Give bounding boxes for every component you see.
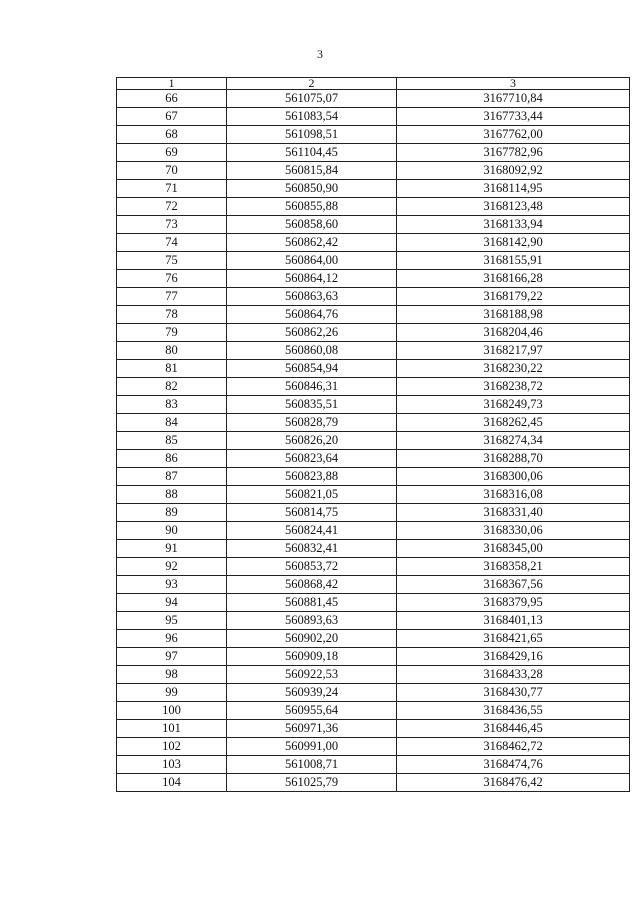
point-number-cell: 67 [117, 108, 227, 126]
table-row [117, 450, 630, 468]
point-number-cell: 76 [117, 270, 227, 288]
point-number-cell: 100 [117, 702, 227, 720]
table-row [117, 486, 630, 504]
table-row [117, 378, 630, 396]
x-coordinate-cell: 560939,24 [227, 684, 397, 702]
point-number-cell: 94 [117, 594, 227, 612]
x-coordinate-cell: 560824,41 [227, 522, 397, 540]
point-number-cell: 85 [117, 432, 227, 450]
point-number-cell: 66 [117, 90, 227, 108]
point-number-cell: 90 [117, 522, 227, 540]
point-number-cell: 92 [117, 558, 227, 576]
y-coordinate-cell: 3168230,22 [397, 360, 630, 378]
y-coordinate-cell: 3168358,21 [397, 558, 630, 576]
point-number-cell: 96 [117, 630, 227, 648]
table-row [117, 324, 630, 342]
point-number-cell: 84 [117, 414, 227, 432]
point-number-cell: 88 [117, 486, 227, 504]
point-number-cell: 98 [117, 666, 227, 684]
point-number-cell: 87 [117, 468, 227, 486]
y-coordinate-cell: 3168249,73 [397, 396, 630, 414]
x-coordinate-cell: 560814,75 [227, 504, 397, 522]
x-coordinate-cell: 560835,51 [227, 396, 397, 414]
y-coordinate-cell: 3168433,28 [397, 666, 630, 684]
point-number-cell: 95 [117, 612, 227, 630]
point-number-cell: 91 [117, 540, 227, 558]
x-coordinate-cell: 560850,90 [227, 180, 397, 198]
point-number-cell: 74 [117, 234, 227, 252]
point-number-cell: 102 [117, 738, 227, 756]
y-coordinate-cell: 3168188,98 [397, 306, 630, 324]
x-coordinate-cell: 560858,60 [227, 216, 397, 234]
y-coordinate-cell: 3168274,34 [397, 432, 630, 450]
table-row [117, 126, 630, 144]
y-coordinate-cell: 3168476,42 [397, 774, 630, 792]
y-coordinate-cell: 3168300,06 [397, 468, 630, 486]
y-coordinate-cell: 3168430,77 [397, 684, 630, 702]
table-row [117, 108, 630, 126]
y-coordinate-cell: 3168474,76 [397, 756, 630, 774]
y-coordinate-cell: 3168429,16 [397, 648, 630, 666]
table-header [117, 78, 630, 90]
point-number-cell: 73 [117, 216, 227, 234]
x-coordinate-cell: 560823,64 [227, 450, 397, 468]
table-row [117, 612, 630, 630]
y-coordinate-cell: 3168446,45 [397, 720, 630, 738]
y-coordinate-cell: 3167710,84 [397, 90, 630, 108]
x-coordinate-cell: 560955,64 [227, 702, 397, 720]
point-number-cell: 86 [117, 450, 227, 468]
x-coordinate-cell: 560853,72 [227, 558, 397, 576]
x-coordinate-cell: 560868,42 [227, 576, 397, 594]
x-coordinate-cell: 560821,05 [227, 486, 397, 504]
point-number-cell: 83 [117, 396, 227, 414]
y-coordinate-cell: 3168204,46 [397, 324, 630, 342]
table-row [117, 144, 630, 162]
table-row [117, 90, 630, 108]
y-coordinate-cell: 3168262,45 [397, 414, 630, 432]
table-row [117, 756, 630, 774]
table-body [117, 90, 630, 792]
table-row [117, 648, 630, 666]
y-coordinate-cell: 3168462,72 [397, 738, 630, 756]
x-coordinate-cell: 560862,42 [227, 234, 397, 252]
y-coordinate-cell: 3168092,92 [397, 162, 630, 180]
y-coordinate-cell: 3168142,90 [397, 234, 630, 252]
table-row [117, 432, 630, 450]
table-row [117, 576, 630, 594]
x-coordinate-cell: 560854,94 [227, 360, 397, 378]
x-coordinate-cell: 560902,20 [227, 630, 397, 648]
table-row [117, 468, 630, 486]
x-coordinate-cell: 560860,08 [227, 342, 397, 360]
y-coordinate-cell: 3168179,22 [397, 288, 630, 306]
x-coordinate-cell: 560971,36 [227, 720, 397, 738]
table-row [117, 558, 630, 576]
y-coordinate-cell: 3168288,70 [397, 450, 630, 468]
y-coordinate-cell: 3168367,56 [397, 576, 630, 594]
point-number-cell: 72 [117, 198, 227, 216]
table-row [117, 684, 630, 702]
table-row [117, 522, 630, 540]
table-row [117, 630, 630, 648]
point-number-cell: 70 [117, 162, 227, 180]
table-row [117, 216, 630, 234]
point-number-cell: 101 [117, 720, 227, 738]
x-coordinate-cell: 561075,07 [227, 90, 397, 108]
point-number-cell: 75 [117, 252, 227, 270]
table-row [117, 594, 630, 612]
table-row [117, 720, 630, 738]
point-number-cell: 82 [117, 378, 227, 396]
header-row [117, 78, 630, 90]
x-coordinate-cell: 560823,88 [227, 468, 397, 486]
point-number-cell: 77 [117, 288, 227, 306]
y-coordinate-cell: 3168316,08 [397, 486, 630, 504]
point-number-cell: 93 [117, 576, 227, 594]
y-coordinate-cell: 3168155,91 [397, 252, 630, 270]
x-coordinate-cell: 560815,84 [227, 162, 397, 180]
point-number-cell: 103 [117, 756, 227, 774]
y-coordinate-cell: 3168166,28 [397, 270, 630, 288]
table-row [117, 774, 630, 792]
table-row [117, 198, 630, 216]
y-coordinate-cell: 3168123,48 [397, 198, 630, 216]
y-coordinate-cell: 3168330,06 [397, 522, 630, 540]
table-row [117, 540, 630, 558]
y-coordinate-cell: 3168379,95 [397, 594, 630, 612]
y-coordinate-cell: 3167762,00 [397, 126, 630, 144]
x-coordinate-cell: 560862,26 [227, 324, 397, 342]
x-coordinate-cell: 561083,54 [227, 108, 397, 126]
x-coordinate-cell: 560826,20 [227, 432, 397, 450]
point-number-cell: 97 [117, 648, 227, 666]
table-row [117, 666, 630, 684]
table-row [117, 396, 630, 414]
x-coordinate-cell: 560922,53 [227, 666, 397, 684]
page-number: 3 [317, 47, 323, 61]
column-header-x: 2 [227, 78, 397, 90]
point-number-cell: 68 [117, 126, 227, 144]
table-row [117, 738, 630, 756]
x-coordinate-cell: 561104,45 [227, 144, 397, 162]
coordinates-table [116, 77, 630, 792]
x-coordinate-cell: 560863,63 [227, 288, 397, 306]
x-coordinate-cell: 560864,76 [227, 306, 397, 324]
x-coordinate-cell: 560846,31 [227, 378, 397, 396]
column-header-point-number: 1 [117, 78, 227, 90]
table-row [117, 270, 630, 288]
x-coordinate-cell: 560864,12 [227, 270, 397, 288]
table-row [117, 180, 630, 198]
y-coordinate-cell: 3168331,40 [397, 504, 630, 522]
point-number-cell: 89 [117, 504, 227, 522]
table-row [117, 414, 630, 432]
y-coordinate-cell: 3168114,95 [397, 180, 630, 198]
x-coordinate-cell: 560893,63 [227, 612, 397, 630]
x-coordinate-cell: 560991,00 [227, 738, 397, 756]
point-number-cell: 80 [117, 342, 227, 360]
table-row [117, 306, 630, 324]
x-coordinate-cell: 561025,79 [227, 774, 397, 792]
point-number-cell: 79 [117, 324, 227, 342]
point-number-cell: 69 [117, 144, 227, 162]
y-coordinate-cell: 3168421,65 [397, 630, 630, 648]
table-row [117, 342, 630, 360]
y-coordinate-cell: 3168217,97 [397, 342, 630, 360]
x-coordinate-cell: 561008,71 [227, 756, 397, 774]
x-coordinate-cell: 560855,88 [227, 198, 397, 216]
table-row [117, 234, 630, 252]
y-coordinate-cell: 3167782,96 [397, 144, 630, 162]
x-coordinate-cell: 560881,45 [227, 594, 397, 612]
point-number-cell: 99 [117, 684, 227, 702]
table-row [117, 504, 630, 522]
point-number-cell: 71 [117, 180, 227, 198]
x-coordinate-cell: 561098,51 [227, 126, 397, 144]
x-coordinate-cell: 560832,41 [227, 540, 397, 558]
table-row [117, 162, 630, 180]
y-coordinate-cell: 3167733,44 [397, 108, 630, 126]
table-row [117, 360, 630, 378]
y-coordinate-cell: 3168345,00 [397, 540, 630, 558]
table-row [117, 252, 630, 270]
x-coordinate-cell: 560828,79 [227, 414, 397, 432]
table-row [117, 702, 630, 720]
x-coordinate-cell: 560864,00 [227, 252, 397, 270]
y-coordinate-cell: 3168133,94 [397, 216, 630, 234]
column-header-y: 3 [397, 78, 630, 90]
x-coordinate-cell: 560909,18 [227, 648, 397, 666]
y-coordinate-cell: 3168238,72 [397, 378, 630, 396]
point-number-cell: 104 [117, 774, 227, 792]
y-coordinate-cell: 3168436,55 [397, 702, 630, 720]
y-coordinate-cell: 3168401,13 [397, 612, 630, 630]
point-number-cell: 81 [117, 360, 227, 378]
point-number-cell: 78 [117, 306, 227, 324]
table-row [117, 288, 630, 306]
